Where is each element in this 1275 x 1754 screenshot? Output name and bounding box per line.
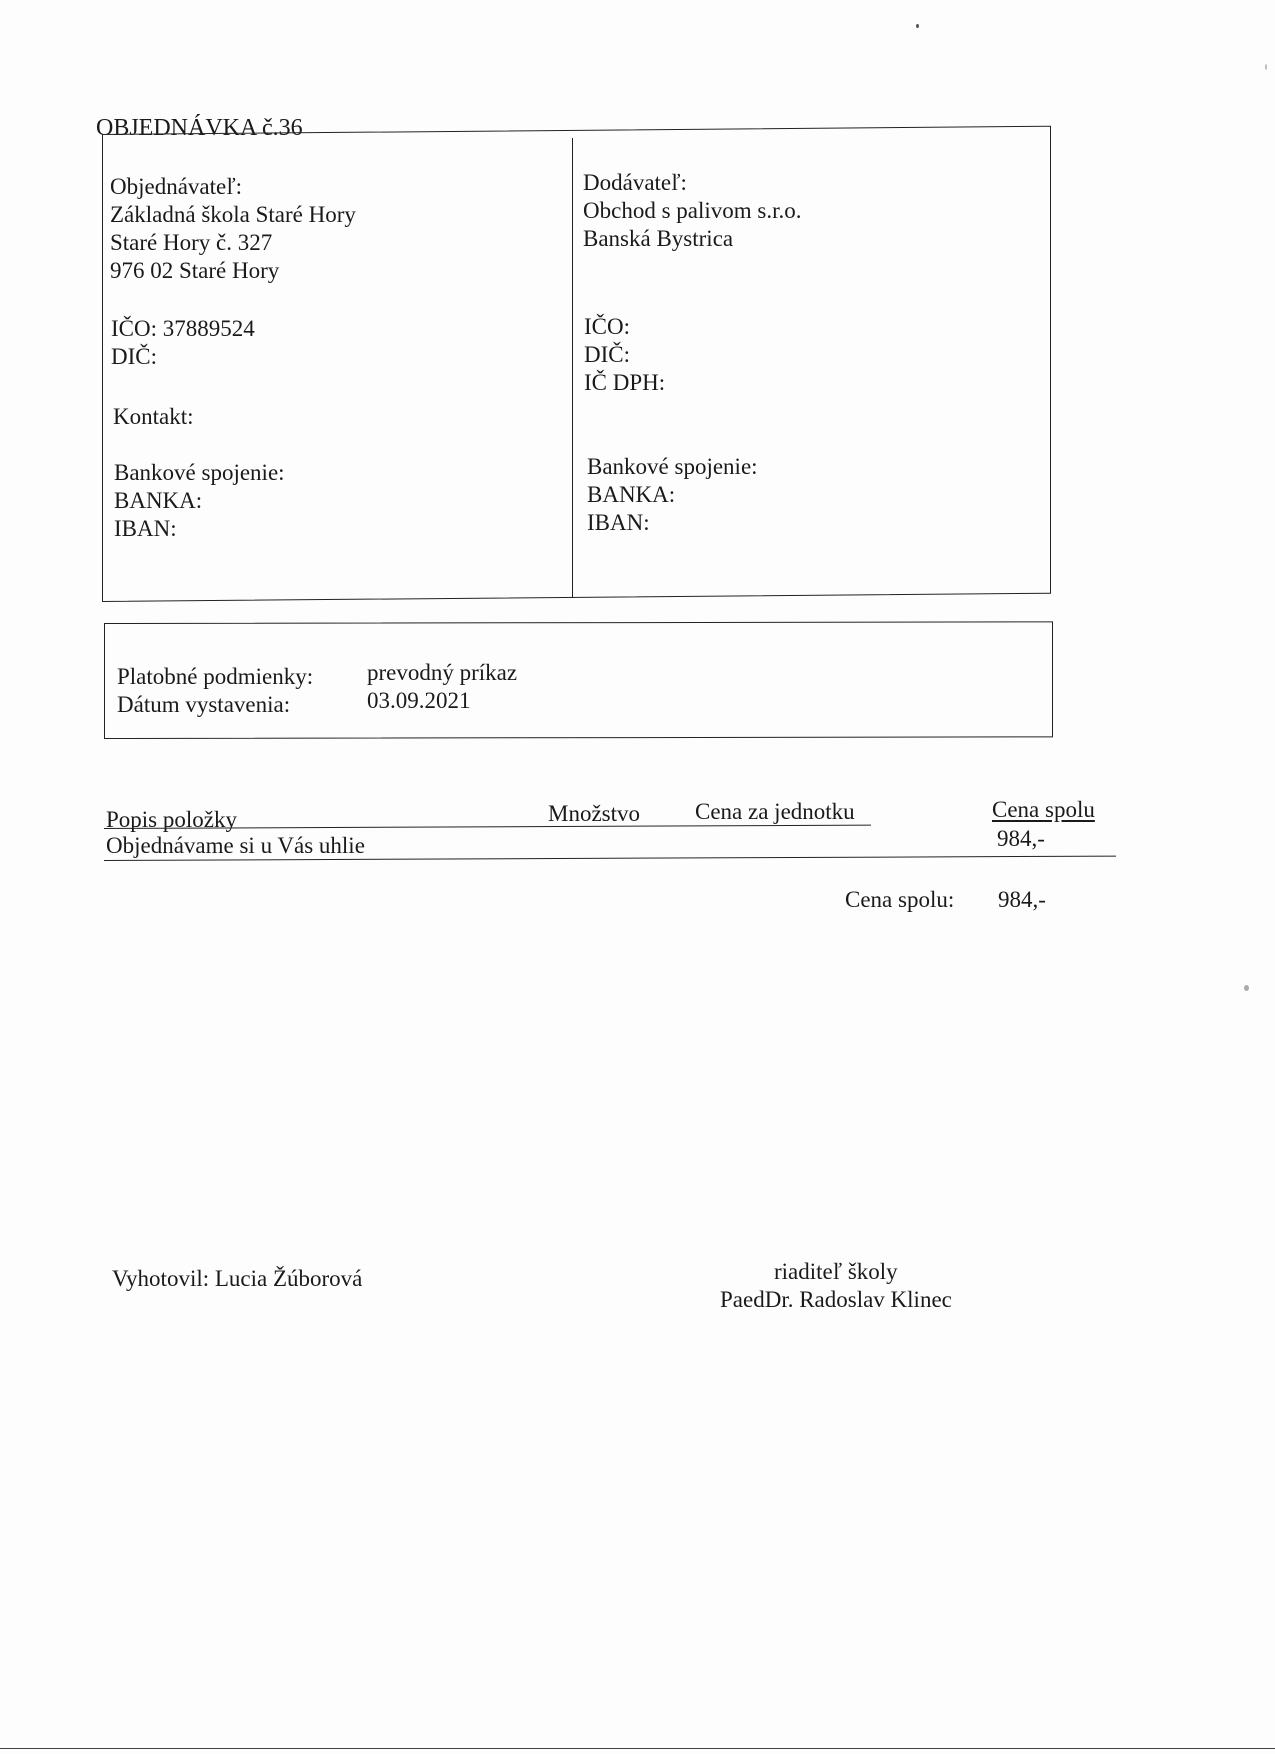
issue-date-value: 03.09.2021 xyxy=(367,688,471,713)
signatory-name: PaedDr. Radoslav Klinec xyxy=(720,1287,952,1312)
customer-heading: Objednávateľ: xyxy=(110,174,242,199)
summary-total-value: 984,- xyxy=(998,887,1046,912)
supplier-iban: IBAN: xyxy=(587,510,650,535)
customer-name: Základná škola Staré Hory xyxy=(110,202,356,227)
supplier-name: Obchod s palivom s.r.o. xyxy=(583,198,802,223)
customer-iban: IBAN: xyxy=(114,516,177,541)
col-header-quantity: Množstvo xyxy=(548,801,640,826)
supplier-dic: DIČ: xyxy=(584,342,630,367)
customer-bank-heading: Bankové spojenie: xyxy=(114,460,285,485)
customer-city: 976 02 Staré Hory xyxy=(110,258,280,283)
col-header-total: Cena spolu xyxy=(992,797,1095,822)
signatory-role: riaditeľ školy xyxy=(774,1259,898,1284)
document-title: OBJEDNÁVKA č.36 xyxy=(96,115,303,141)
row-total: 984,- xyxy=(997,826,1045,851)
issue-date-label: Dátum vystavenia: xyxy=(117,692,291,717)
customer-dic: DIČ: xyxy=(111,344,157,369)
scan-bottom-edge xyxy=(0,1748,1275,1749)
parties-box xyxy=(102,126,1051,602)
payment-terms-value: prevodný príkaz xyxy=(367,660,518,685)
customer-ico: IČO: 37889524 xyxy=(111,316,255,341)
summary-total-label: Cena spolu: xyxy=(845,887,955,912)
customer-contact: Kontakt: xyxy=(113,404,194,429)
supplier-city: Banská Bystrica xyxy=(583,226,734,251)
scan-speck xyxy=(1265,64,1267,70)
col-header-description: Popis položky xyxy=(106,807,237,832)
col-header-unit-price: Cena za jednotku xyxy=(695,799,855,824)
scan-speck xyxy=(916,24,919,28)
scan-speck xyxy=(1244,985,1249,991)
supplier-heading: Dodávateľ: xyxy=(583,170,687,195)
supplier-ico: IČO: xyxy=(584,314,630,339)
supplier-icdph: IČ DPH: xyxy=(584,370,666,395)
parties-divider xyxy=(572,138,573,598)
customer-street: Staré Hory č. 327 xyxy=(110,230,273,255)
supplier-bank-heading: Bankové spojenie: xyxy=(587,454,758,479)
row-description: Objednávame si u Vás uhlie xyxy=(106,833,365,858)
prepared-by: Vyhotovil: Lucia Žúborová xyxy=(112,1266,363,1291)
customer-bank: BANKA: xyxy=(114,488,203,513)
supplier-bank: BANKA: xyxy=(587,482,676,507)
payment-terms-label: Platobné podmienky: xyxy=(117,664,314,689)
